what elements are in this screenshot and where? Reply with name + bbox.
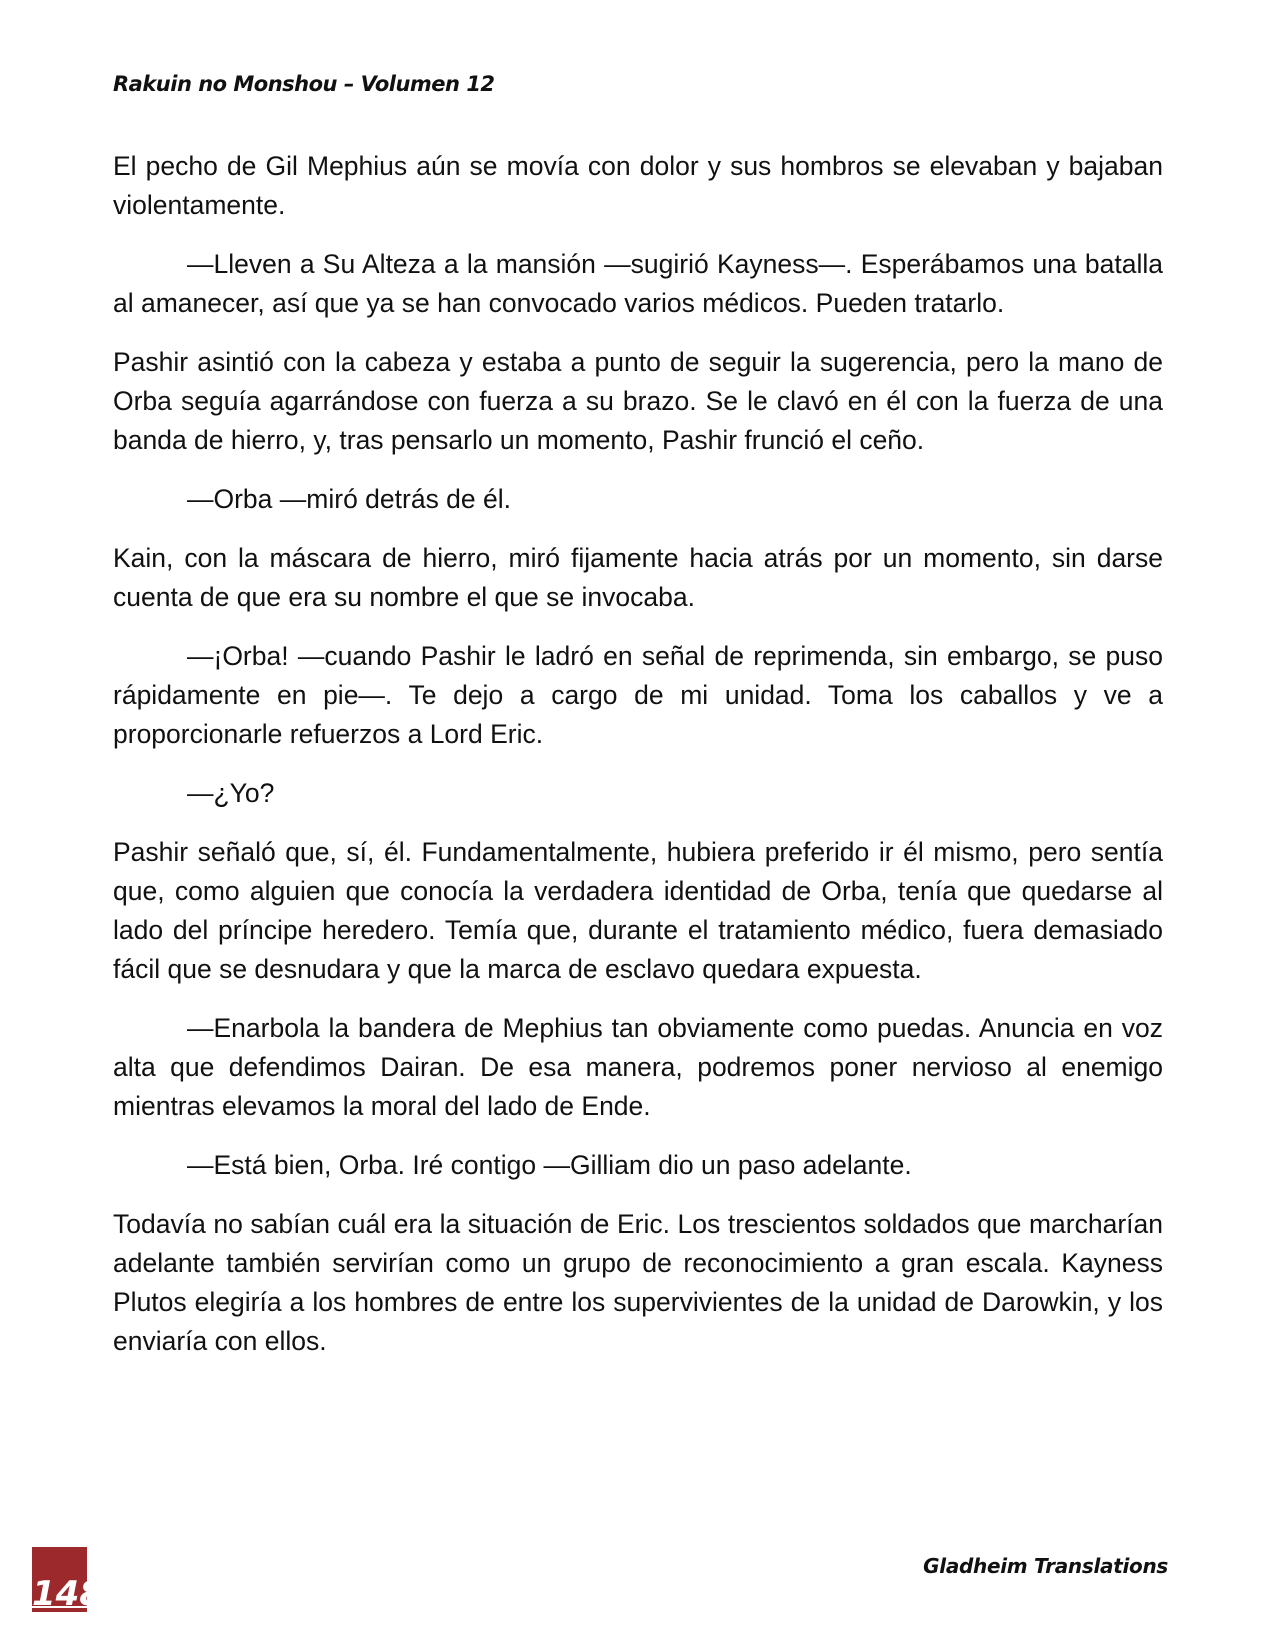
paragraph: —¡Orba! —cuando Pashir le ladró en señal de reprimenda, sin embargo, se puso rápidamente en pie—. Te dejo a cargo de mi unidad. Toma los caballos y ve a proporcionarle refuerzos a Lord Eric. (113, 641, 1163, 749)
paragraph: Kain, con la máscara de hierro, miró fijamente hacia atrás por un momento, sin darse cuenta de que era su nombre el que se invocaba. (113, 543, 1163, 612)
paragraph: Pashir asintió con la cabeza y estaba a punto de seguir la sugerencia, pero la mano de Orba seguía agarrándose con fuerza a su brazo. Se le clavó en él con la fuerza de una banda de hierro, y, tras pensarlo un momento, Pashir frunció el ceño. (113, 347, 1163, 455)
paragraph: —¿Yo? (187, 778, 275, 808)
paragraph: El pecho de Gil Mephius aún se movía con dolor y sus hombros se elevaban y bajaban violentamente. (113, 151, 1163, 220)
paragraph: —Está bien, Orba. Iré contigo —Gilliam dio un paso adelante. (187, 1150, 912, 1180)
footer-credit: Gladheim Translations (923, 1554, 1168, 1578)
running-header: Rakuin no Monshou – Volumen 12 (113, 72, 495, 96)
paragraph: —Enarbola la bandera de Mephius tan obviamente como puedas. Anuncia en voz alta que defendimos Dairan. De esa manera, podremos poner nervioso al enemigo mientras elevamos la moral del lado de Ende. (113, 1013, 1163, 1121)
paragraph: —Lleven a Su Alteza a la mansión —sugirió Kayness—. Esperábamos una batalla al amanecer, así que ya se han convocado varios médicos. Pueden tratarlo. (113, 249, 1163, 318)
page-number: 148 (32, 1574, 103, 1614)
paragraph: Todavía no sabían cuál era la situación de Eric. Los trescientos soldados que marcharían adelante también servirían como un grupo de reconocimiento a gran escala. Kayness Plutos elegiría a los hombres de entre los supervivientes de la unidad de Darowkin, y los enviaría con ellos. (113, 1209, 1163, 1356)
paragraph: —Orba —miró detrás de él. (187, 484, 512, 514)
body-text (113, 147, 1163, 1381)
paragraph: Pashir señaló que, sí, él. Fundamentalmente, hubiera preferido ir él mismo, pero sentía que, como alguien que conocía la verdadera identidad de Orba, tenía que quedarse al lado del príncipe heredero. Temía que, durante el tratamiento médico, fuera demasiado fácil que se desnudara y que la marca de esclavo quedara expuesta. (113, 837, 1163, 984)
